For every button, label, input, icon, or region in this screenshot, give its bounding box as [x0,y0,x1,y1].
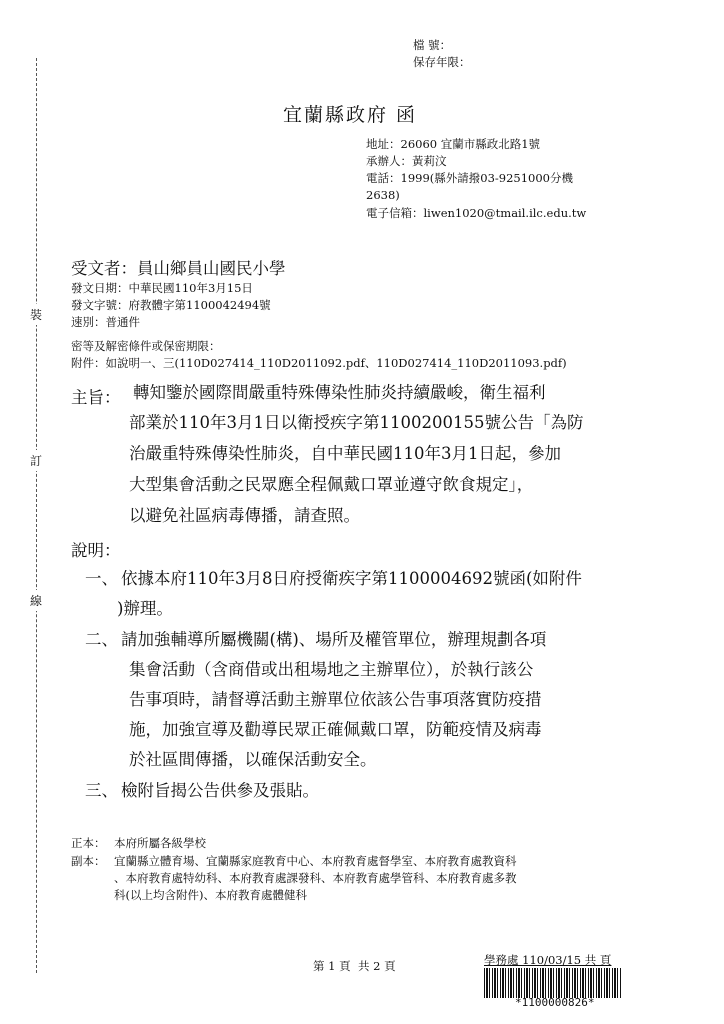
contact-phone: 電話：1999(縣外請撥03-9251000分機 [366,171,573,185]
recipient: 受文者：員山鄉員山國民小學 [71,259,286,278]
explanation-line: 檢附旨揭公告供參及張貼。 [121,781,319,800]
copy-recipients-label: 副本： [71,854,106,868]
contact-handler: 承辦人：黃莉汶 [366,154,447,168]
file-number-label: 檔 號： [413,38,452,52]
binding-mark-ding: 訂 [30,450,42,471]
contact-address: 地址：26060 宜蘭市縣政北路1號 [366,137,541,151]
receipt-stamp: 學務處 110/03/15 共 頁 [484,953,612,967]
explanation-line: 請加強輔導所屬機關(構)、場所及權管單位，辦理規劃各項 [121,630,547,649]
explanation-line: )辦理。 [117,599,173,618]
subject-line: 以避免社區病毒傳播，請查照。 [129,506,360,525]
security-level: 密等及解密條件或保密期限： [71,339,221,353]
barcode-text: *1100000826* [515,996,595,1009]
copy-recipients-line: 科(以上均含附件)、本府教育處體健科 [114,888,307,902]
barcode [484,968,622,998]
subject-line: 部業於110年3月1日以衛授疾字第1100200155號公告「為防 [129,413,584,432]
explanation-item-number: 三、 [85,781,118,800]
delivery-speed: 速別：普通件 [71,315,140,329]
retention-period-label: 保存年限： [413,55,471,69]
explanation-line: 告事項時，請督導活動主辦單位依該公告事項落實防疫措 [129,690,542,709]
binding-mark-xian: 線 [30,590,42,611]
original-recipients: 本府所屬各級學校 [114,836,206,850]
issue-date: 發文日期：中華民國110年3月15日 [71,281,253,295]
contact-email: 電子信箱：liwen1020@tmail.ilc.edu.tw [366,206,587,220]
binding-mark-zhuang: 裝 [30,304,42,325]
explanation-line: 依據本府110年3月8日府授衛疾字第1100004692號函(如附件 [121,569,582,588]
document-title: 宜蘭縣政府 函 [283,104,418,126]
original-recipients-label: 正本： [71,836,106,850]
explanation-line: 於社區間傳播，以確保活動安全。 [129,750,377,769]
page-indicator: 第 1 頁 共 2 頁 [313,959,396,973]
explanation-label: 說明： [71,541,121,560]
copy-recipients-line: 、本府教育處特幼科、本府教育處課發科、本府教育處學管科、本府教育處多教 [114,871,517,885]
explanation-line: 施，加強宣導及勸導民眾正確佩戴口罩，防範疫情及病毒 [129,720,542,739]
explanation-item-number: 一、 [85,569,118,588]
copy-recipients-line: 宜蘭縣立體育場、宜蘭縣家庭教育中心、本府教育處督學室、本府教育處教資科 [114,854,517,868]
subject-label: 主旨： [71,388,121,407]
subject-line: 轉知鑒於國際間嚴重特殊傳染性肺炎持續嚴峻，衛生福利 [133,383,546,402]
subject-line: 大型集會活動之民眾應全程佩戴口罩並遵守飲食規定」， [129,475,534,494]
explanation-line: 集會活動（含商借或出租場地之主辦單位），於執行該公 [129,660,534,679]
document-number: 發文字號：府教體字第1100042494號 [71,298,271,312]
explanation-item-number: 二、 [85,630,118,649]
subject-line: 治嚴重特殊傳染性肺炎，自中華民國110年3月1日起，參加 [129,444,561,463]
binding-margin-line [36,58,37,973]
contact-phone-ext: 2638) [366,188,400,202]
attachments: 附件：如說明一、三(110D027414_110D2011092.pdf、110D027414_110D2011093.pdf) [71,356,567,370]
